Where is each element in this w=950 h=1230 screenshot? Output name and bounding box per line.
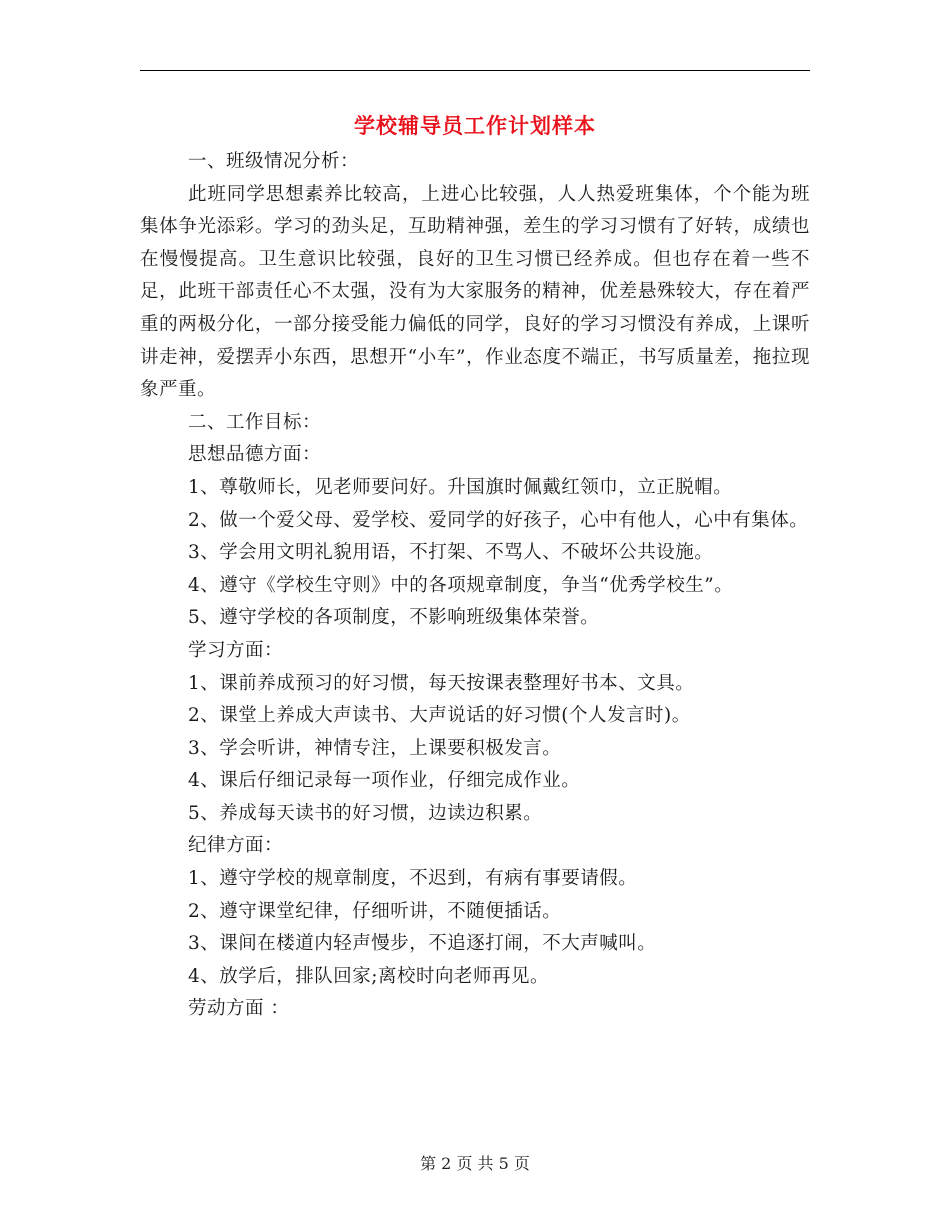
page-number: 第 2 页 共 5 页 xyxy=(420,1154,530,1173)
paragraph: 5、遵守学校的各项制度，不影响班级集体荣誉。 xyxy=(188,607,600,629)
paragraph: 1、遵守学校的规章制度，不迟到，有病有事要请假。 xyxy=(188,868,638,890)
paragraph: 3、课间在楼道内轻声慢步，不追逐打闹，不大声喊叫。 xyxy=(188,933,657,955)
document-title: 学校辅导员工作计划样本 xyxy=(354,113,596,138)
paragraph: 3、学会用文明礼貌用语，不打架、不骂人、不破坏公共设施。 xyxy=(188,542,714,564)
paragraph: 二、工作目标： xyxy=(188,411,322,433)
paragraph: 1、课前养成预习的好习惯，每天按课表整理好书本、文具。 xyxy=(188,672,695,694)
paragraph: 1、尊敬师长，见老师要问好。升国旗时佩戴红领巾，立正脱帽。 xyxy=(188,476,733,498)
paragraph: 劳动方面 ： xyxy=(188,998,290,1020)
paragraph: 5、养成每天读书的好习惯，边读边积累。 xyxy=(188,802,543,824)
paragraph: 4、放学后，排队回家;离校时向老师再见。 xyxy=(188,965,550,987)
paragraph: 4、课后仔细记录每一项作业，仔细完成作业。 xyxy=(188,770,581,792)
paragraph: 2、课堂上养成大声读书、大声说话的好习惯(个人发言时)。 xyxy=(188,705,691,727)
paragraph: 思想品德方面： xyxy=(188,444,322,466)
paragraph: 此班同学思想素养比较高，上进心比较强，人人热爱班集体，个个能为班集体争光添彩。学习的劲头足，互助精神强，差生的学习习惯有了好转，成绩也在慢慢提高。卫生意识比较强，良好的卫生习惯已经养成。但也存在着一些不足，此班干部责任心不太强，没有为大家服务的精神，优差悬殊较大，存在着严重的两极分化，一部分接受能力偏低的同学，良好的学习习惯没有养成，上课听讲走神，爱摆弄小东西，思想开“小车”，作业态度不端正，书写质量差，拖拉现象严重。 xyxy=(140,183,810,401)
paragraph: 一、班级情况分析： xyxy=(188,151,360,172)
paragraph: 3、学会听讲，神情专注，上课要积极发言。 xyxy=(188,737,562,759)
header-rule xyxy=(140,70,810,71)
paragraph: 纪律方面： xyxy=(188,835,284,857)
paragraph: 4、遵守《学校生守则》中的各项规章制度，争当“优秀学校生”。 xyxy=(188,574,734,596)
paragraph: 2、做一个爱父母、爱学校、爱同学的好孩子，心中有他人，心中有集体。 xyxy=(188,509,809,531)
document-body xyxy=(140,146,810,1026)
paragraph: 学习方面： xyxy=(188,639,284,661)
paragraph: 2、遵守课堂纪律，仔细听讲，不随便插话。 xyxy=(188,900,562,922)
